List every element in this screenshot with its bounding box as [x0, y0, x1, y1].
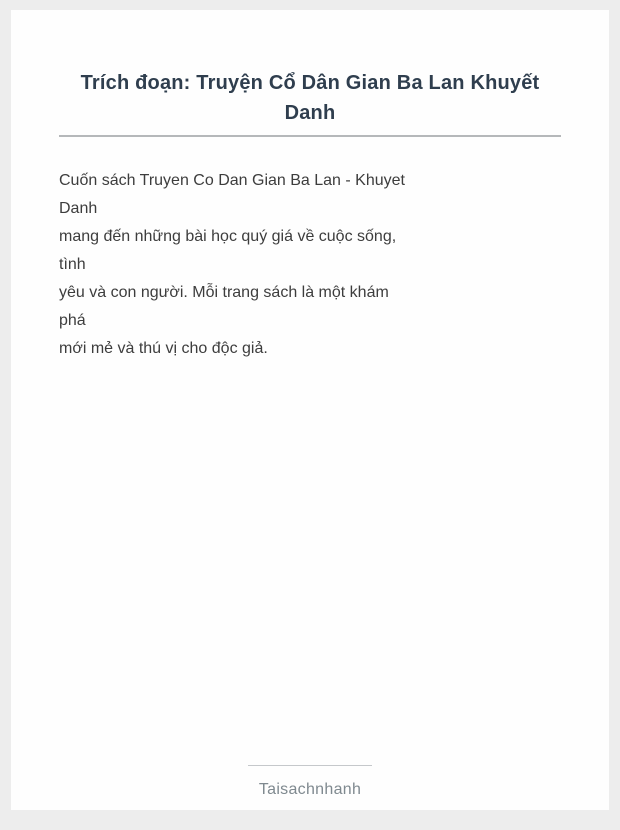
body-line: tình — [59, 256, 86, 273]
document-card — [11, 10, 609, 810]
body-line: mang đến những bài học quý giá về cuộc sống, — [59, 228, 397, 245]
body-text — [59, 167, 561, 363]
body-line: Danh — [59, 200, 98, 217]
footer-divider — [248, 765, 372, 766]
page-title: Trích đoạn: Truyện Cổ Dân Gian Ba Lan Khuyết Danh — [80, 72, 540, 124]
footer-brand: Taisachnhanh — [258, 781, 362, 798]
body-line: yêu và con người. Mỗi trang sách là một khám — [59, 284, 389, 301]
body-line: mới mẻ và thú vị cho độc giả. — [59, 340, 268, 357]
title-divider — [59, 135, 561, 137]
footer — [59, 765, 561, 804]
body-line: Cuốn sách Truyen Co Dan Gian Ba Lan - Khuyet — [59, 172, 405, 189]
body-line: phá — [59, 312, 86, 329]
